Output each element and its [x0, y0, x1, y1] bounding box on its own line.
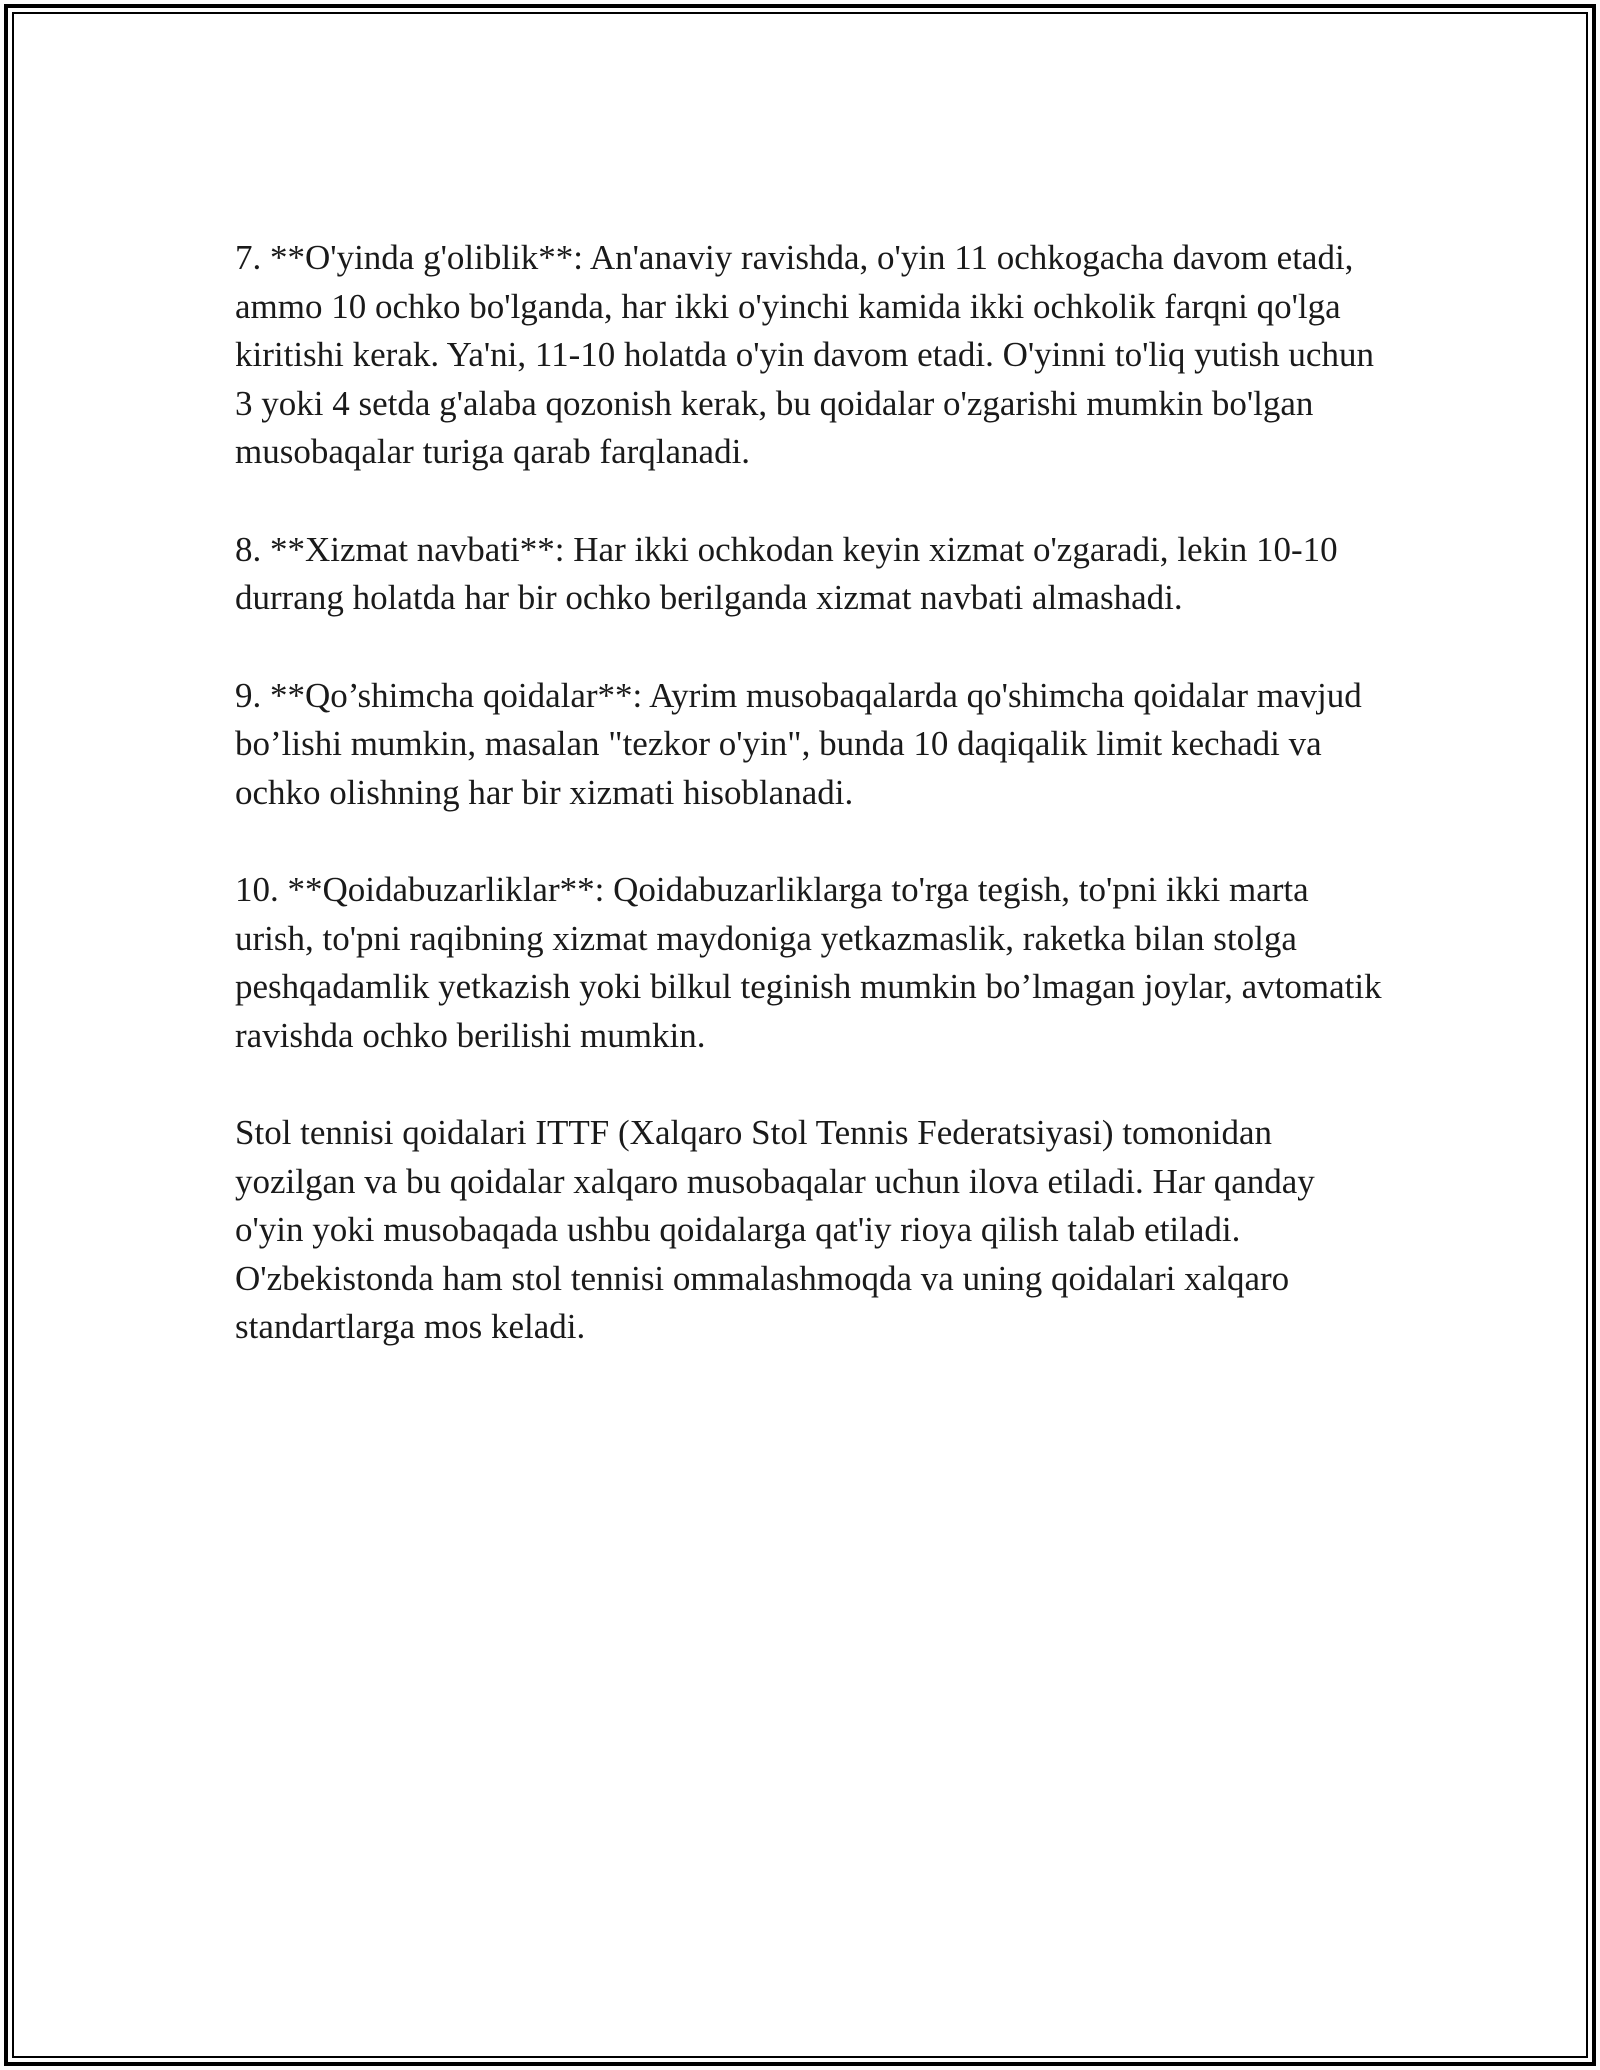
paragraph-rule-7-winning: 7. **O'yinda g'oliblik**: An'anaviy ravishda, o'yin 11 ochkogacha davom etadi, ammo 10 ochko bo'lganda, har ikki o'yinchi kamida ikki ochkolik farqni qo'lga kiritishi kerak. Ya'ni, 11-10 holatda o'yin davom etadi. O'yinni to'liq yutish uchun 3 yoki 4 setda g'alaba qozonish kerak, bu qoidalar o'zgarishi mumkin bo'lgan musobaqalar turiga qarab farqlanadi. [235, 238, 1374, 471]
paragraph-rule-10-violations: 10. **Qoidabuzarliklar**: Qoidabuzarliklarga to'rga tegish, to'pni ikki marta urish, to'pni raqibning xizmat maydoniga yetkazmaslik, raketka bilan stolga peshqadamlik yetkazish yoki bilkul teginish mumkin bo’lmagan joylar, avtomatik ravishda ochko berilishi mumkin. [235, 870, 1382, 1055]
paragraph-rule-8-service-turn: 8. **Xizmat navbati**: Har ikki ochkodan keyin xizmat o'zgaradi, lekin 10-10 durrang holatda har bir ochko berilganda xizmat navbati almashadi. [235, 529, 1338, 617]
paragraph-conclusion-ittf: Stol tennisi qoidalari ITTF (Xalqaro Stol Tennis Federatsiyasi) tomonidan yozilgan va bu qoidalar xalqaro musobaqalar uchun ilova etiladi. Har qanday o'yin yoki musobaqada ushbu qoidalarga qat'iy rioya qilish talab etiladi. O'zbekistonda ham stol tennisi ommalashmoqda va uning qoidalari xalqaro standartlarga mos keladi. [235, 1113, 1315, 1346]
document-body [235, 234, 1385, 1401]
paragraph-rule-9-additional-rules: 9. **Qo’shimcha qoidalar**: Ayrim musobaqalarda qo'shimcha qoidalar mavjud bo’lishi mumkin, masalan "tezkor o'yin", bunda 10 daqiqalik limit kechadi va ochko olishning har bir xizmati hisoblanadi. [235, 675, 1362, 812]
